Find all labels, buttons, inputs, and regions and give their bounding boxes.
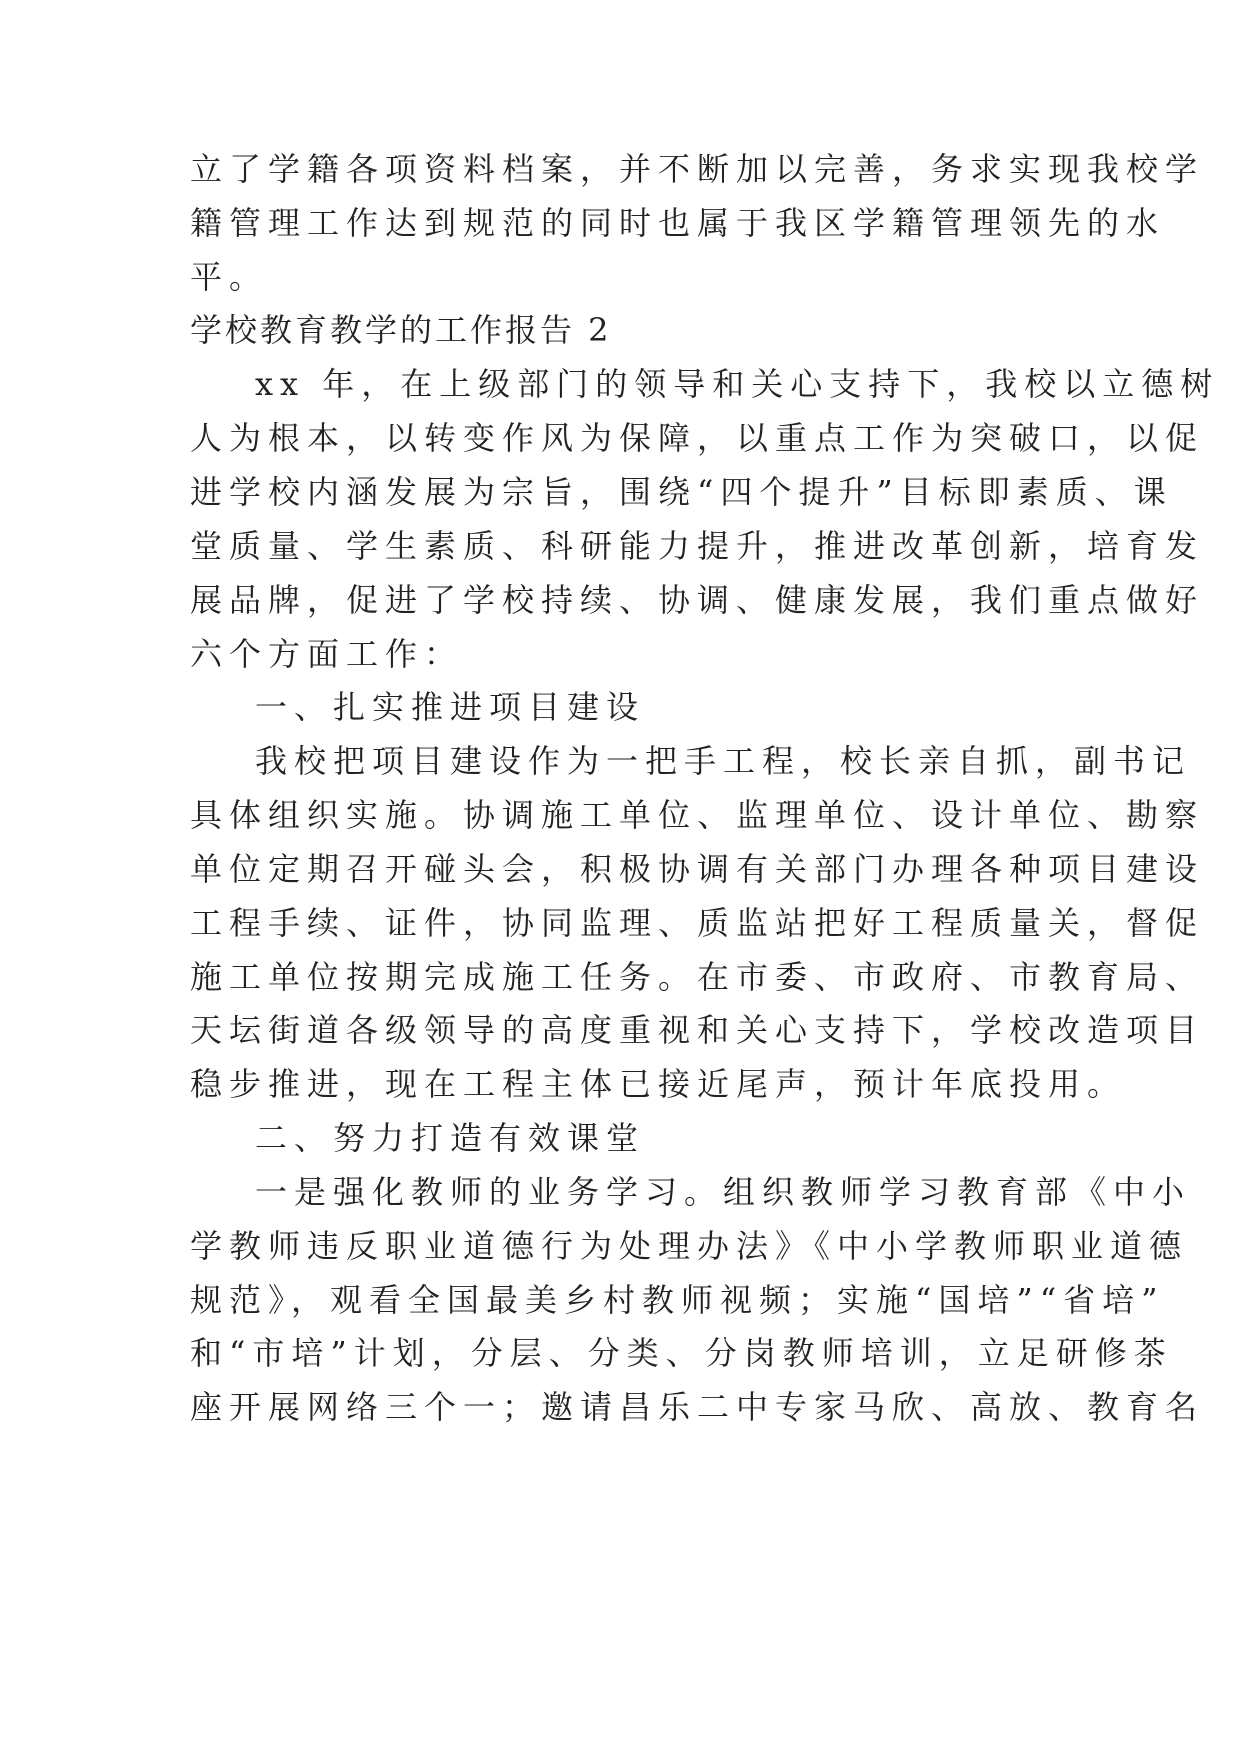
paragraph-line: 规范》，观看全国最美乡村教师视频；实施“国培”“省培” <box>190 1281 1165 1319</box>
paragraph-line: 进学校内涵发展为宗旨，围绕“四个提升”目标即素质、课 <box>190 473 1173 511</box>
paragraph-line: 我校把项目建设作为一把手工程，校长亲自抓，副书记 <box>255 742 1192 780</box>
section-title: 学校教育教学的工作报告 2 <box>190 311 612 349</box>
paragraph-line: 籍管理工作达到规范的同时也属于我区学籍管理领先的水 <box>190 204 1166 242</box>
section-heading: 二、努力打造有效课堂 <box>255 1119 646 1157</box>
paragraph-line: 立了学籍各项资料档案，并不断加以完善，务求实现我校学 <box>190 150 1205 188</box>
paragraph-line: 平。 <box>190 258 269 296</box>
paragraph-line: 一是强化教师的业务学习。组织教师学习教育部《中小 <box>255 1173 1192 1211</box>
paragraph-line: 六个方面工作： <box>190 635 464 673</box>
paragraph-line: 施工单位按期完成施工任务。在市委、市政府、市教育局、 <box>190 958 1205 996</box>
paragraph-line: 稳步推进，现在工程主体已接近尾声，预计年底投用。 <box>190 1065 1127 1103</box>
paragraph-line: 堂质量、学生素质、科研能力提升，推进改革创新，培育发 <box>190 527 1205 565</box>
paragraph-line: 人为根本，以转变作风为保障，以重点工作为突破口，以促 <box>190 419 1205 457</box>
paragraph-line: 展品牌，促进了学校持续、协调、健康发展，我们重点做好 <box>190 581 1205 619</box>
paragraph-line: 天坛街道各级领导的高度重视和关心支持下，学校改造项目 <box>190 1011 1205 1049</box>
section-heading: 一、扎实推进项目建设 <box>255 688 646 726</box>
paragraph-line: 和“市培”计划，分层、分类、分岗教师培训，立足研修茶 <box>190 1334 1173 1372</box>
paragraph-line: xx 年，在上级部门的领导和关心支持下，我校以立德树 <box>255 365 1220 403</box>
paragraph-line: 具体组织实施。协调施工单位、监理单位、设计单位、勘察 <box>190 796 1205 834</box>
paragraph-line: 学教师违反职业道德行为处理办法》《中小学教师职业道德 <box>190 1227 1189 1265</box>
paragraph-line: 单位定期召开碰头会，积极协调有关部门办理各种项目建设 <box>190 850 1205 888</box>
paragraph-line: 工程手续、证件，协同监理、质监站把好工程质量关，督促 <box>190 904 1205 942</box>
paragraph-line: 座开展网络三个一；邀请昌乐二中专家马欣、高放、教育名 <box>190 1388 1205 1426</box>
